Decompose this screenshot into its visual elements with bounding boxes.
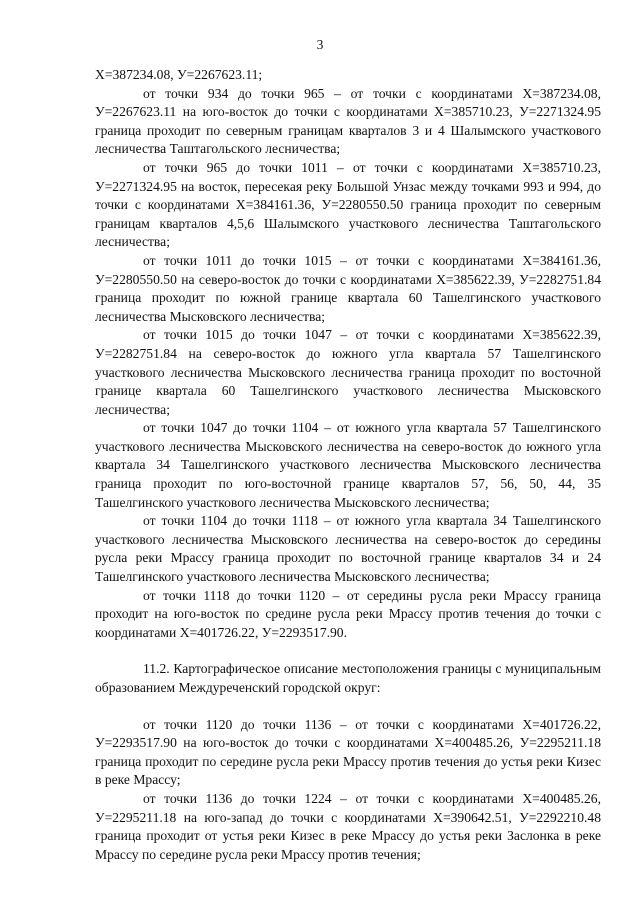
- page-number: 3: [316, 37, 324, 52]
- paragraph-segment-1011-1015: от точки 1011 до точки 1015 – от точки с координатами Х=384161.36, У=2280550.50 на северо-восток до точки с координатами Х=385622.39, У=2282751.84 граница проходит по южной границе квартала 60 Ташелгинского участкового лесничества Мысковского лесничества;: [95, 252, 601, 324]
- paragraph-segment-965-1011: от точки 965 до точки 1011 – от точки с координатами Х=385710.23, У=2271324.95 на восток, пересекая реку Большой Унзас между точками 993 и 994, до точки с координатами Х=384161.36, У=2280550.50 граница проходит по северным границам кварталов 4,5,6 Шалымского участкового лесничества Таштагольского лесничества;: [95, 159, 601, 250]
- paragraph-segment-1120-1136: от точки 1120 до точки 1136 – от точки с координатами Х=401726.22, У=2293517.90 на юго-восток до точки с координатами Х=400485.26, У=2295211.18 граница проходит по середине русла реки Мрассу против течения до устья реки Кизес в реке Мрассу;: [95, 716, 601, 788]
- paragraph-segment-1104-1118: от точки 1104 до точки 1118 – от южного угла квартала 34 Ташелгинского участкового лесничества Мысковского лесничества на северо-восток до середины русла реки Мрассу граница проходит по восточной границе кварталов 34 и 24 Ташелгинского участкового лесничества Мысковского лесничества;: [95, 513, 601, 585]
- paragraph-segment-1118-1120: от точки 1118 до точки 1120 – от середины русла реки Мрассу граница проходит на юго-восток по средине русла реки Мрассу против течения до точки с координатами Х=401726.22, У=2293517.90.: [95, 587, 601, 640]
- paragraph-segment-1015-1047: от точки 1015 до точки 1047 – от точки с координатами Х=385622.39, У=2282751.84 на северо-восток до южного угла квартала 57 Ташелгинского участкового лесничества Мысковского лесничества граница проходит по восточной границе квартала 60 Ташелгинского участкового лесничества Мысковского лесничества;: [95, 327, 601, 417]
- paragraph-segment-1136-1224: от точки 1136 до точки 1224 – от точки с координатами Х=400485.26, У=2295211.18 на юго-запад до точки с координатами Х=390642.51, У=2292210.48 граница проходит от устья реки Кизес в реке Мрассу до устья реки Заслонка в реке Мрассу по середине русла реки Мрассу против течения;: [95, 790, 601, 862]
- paragraph-coordinate-continuation: Х=387234.08, У=2267623.11;: [95, 67, 263, 82]
- section-heading-11-2: 11.2. Картографическое описание местоположения границы с муниципальным образованием Междуреченский городской округ:: [95, 661, 601, 695]
- paragraph-segment-934-965: от точки 934 до точки 965 – от точки с координатами Х=387234.08, У=2267623.11 на юго-восток до точки с координатами Х=385710.23, У=2271324.95 граница проходит по северным границам кварталов 3 и 4 Шалымского участкового лесничества Таштагольского лесничества;: [95, 85, 601, 157]
- document-body: [95, 66, 601, 864]
- paragraph-segment-1047-1104: от точки 1047 до точки 1104 – от южного угла квартала 57 Ташелгинского участкового лесничества Мысковского лесничества на северо-восток до южного угла квартала 34 Ташелгинского участкового лесничества Мысковского лесничества граница проходит по юго-восточной границе кварталов 57, 56, 50, 44, 35 Ташелгинского участкового лесничества Мысковского лесничества;: [95, 420, 601, 510]
